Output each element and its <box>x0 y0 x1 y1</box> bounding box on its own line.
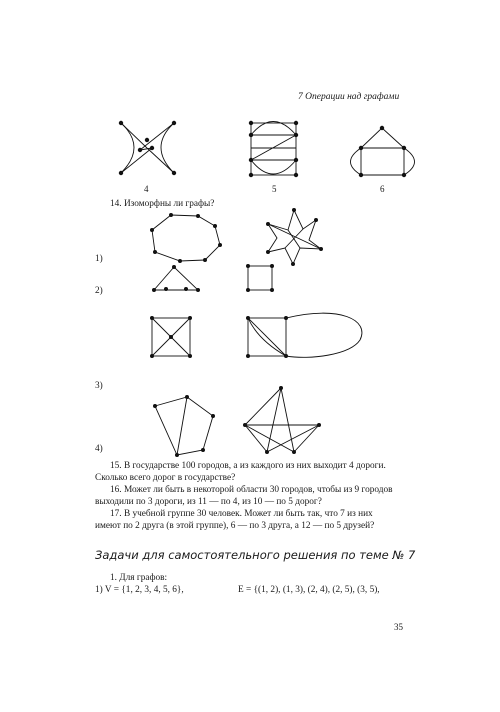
page-number: 35 <box>394 622 403 632</box>
problem-17-line2: имеют по 2 друга (в этой группе), 6 — по 3 друга, а 12 — по 5 друзей? <box>95 521 375 531</box>
pair-label-4: 4) <box>95 444 103 454</box>
graph-figure-6 <box>351 126 415 177</box>
problem-14-heading: 14. Изоморфны ли графы? <box>110 199 215 209</box>
graph-pair1-right <box>266 208 323 266</box>
section-heading: Задачи для самостоятельного решения по теме № 7 <box>95 548 416 562</box>
graph-pair2-left <box>152 265 200 292</box>
task-1-vertex-set: 1) V = {1, 2, 3, 4, 5, 6}, <box>95 585 184 595</box>
graph-pair3-right <box>246 313 362 358</box>
problem-16-line1: 16. Может ли быть в некоторой области 30 городов, чтобы из 9 городов <box>110 485 393 495</box>
graph-pair4-right <box>243 386 321 454</box>
problem-15-line2: Сколько всего дорог в государстве? <box>95 473 236 483</box>
graph-figure-5 <box>249 121 298 177</box>
task-1-edge-set: E = {(1, 2), (1, 3), (2, 4), (2, 5), (3, 5), <box>238 585 380 595</box>
pair-label-3: 3) <box>95 381 103 391</box>
figure-label-5: 5 <box>272 184 277 194</box>
problem-17-line1: 17. В учебной группе 30 человек. Может ли быть так, что 7 из них <box>110 509 373 519</box>
pair-label-2: 2) <box>95 286 103 296</box>
graph-figure-4 <box>119 121 176 175</box>
pair-label-1: 1) <box>95 254 103 264</box>
figure-label-6: 6 <box>380 184 385 194</box>
graph-pair3-left <box>150 316 192 358</box>
problem-15-line1: 15. В государстве 100 городов, а из каждого из них выходит 4 дороги. <box>110 461 386 471</box>
graph-pair2-right <box>246 264 274 292</box>
problem-16-line2: выходили по 3 дороги, из 11 — по 4, из 10 — по 5 дорог? <box>95 497 322 507</box>
figure-label-4: 4 <box>144 184 149 194</box>
running-header: 7 Операции над графами <box>298 92 400 102</box>
graph-pair4-left <box>153 395 215 457</box>
task-1-heading: 1. Для графов: <box>110 573 168 583</box>
graph-pair1-left <box>150 213 222 263</box>
